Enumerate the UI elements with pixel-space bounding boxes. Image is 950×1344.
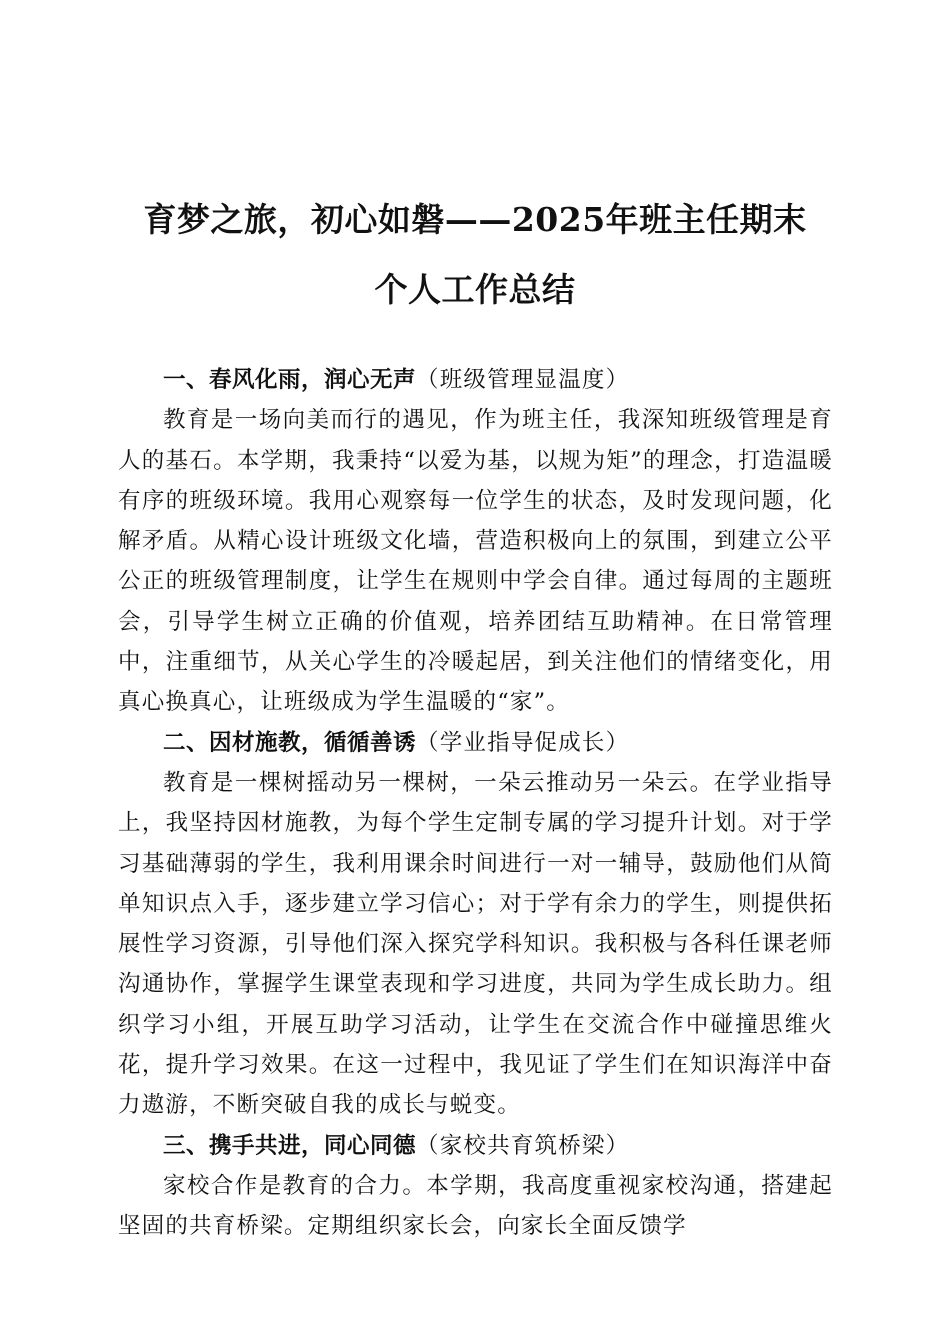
section-heading-3 [118,1126,833,1166]
section-paragraph-2: 教育是一棵树摇动另一棵树，一朵云推动另一朵云。在学业指导上，我坚持因材施教，为每个学生定制专属的学习提升计划。对于学习基础薄弱的学生，我利用课余时间进行一对一辅导，鼓励他们从简单知识点入手，逐步建立学习信心；对于学有余力的学生，则提供拓展性学习资源，引导他们深入探究学科知识。我积极与各科任课老师沟通协作，掌握学生课堂表现和学习进度，共同为学生成长助力。组织学习小组，开展互助学习活动，让学生在交流合作中碰撞思维火花，提升学习效果。在这一过程中，我见证了学生们在知识海洋中奋力遨游，不断突破自我的成长与蜕变。 [118,769,833,1119]
section-heading-2 [118,723,833,763]
section-heading-subtitle: （学业指导促成长） [416,729,630,756]
section-heading-subtitle: （班级管理显温度） [416,367,630,393]
document-title-line-2: 个人工作总结 [374,270,576,309]
section-heading-title: 二、因材施教，循循善诱 [163,729,417,756]
section-paragraph-3: 家校合作是教育的合力。本学期，我高度重视家校沟通，搭建起坚固的共育桥梁。定期组织家长会，向家长全面反馈学 [118,1172,833,1240]
section-paragraph-1: 教育是一场向美而行的遇见，作为班主任，我深知班级管理是育人的基石。本学期，我秉持“以爱为基，以规为矩”的理念，打造温暖有序的班级环境。我用心观察每一位学生的状态，及时发现问题，化解矛盾。从精心设计班级文化墙，营造积极向上的氛围，到建立公平公正的班级管理制度，让学生在规则中学会自律。通过每周的主题班会，引导学生树立正确的价值观，培养团结互助精神。在日常管理中，注重细节，从关心学生的冷暖起居，到关注他们的情绪变化，用真心换真心，让班级成为学生温暖的“家”。 [118,407,833,716]
section-heading-title: 三、携手共进，同心同德 [163,1132,417,1159]
section-heading-subtitle: （家校共育筑桥梁） [416,1132,630,1159]
document-title-line-1: 育梦之旅，初心如磐——2025年班主任期末 [143,200,807,239]
section-heading-title: 一、春风化雨，润心无声 [163,367,417,393]
section-heading-1 [118,360,833,400]
document-body [118,360,833,1247]
